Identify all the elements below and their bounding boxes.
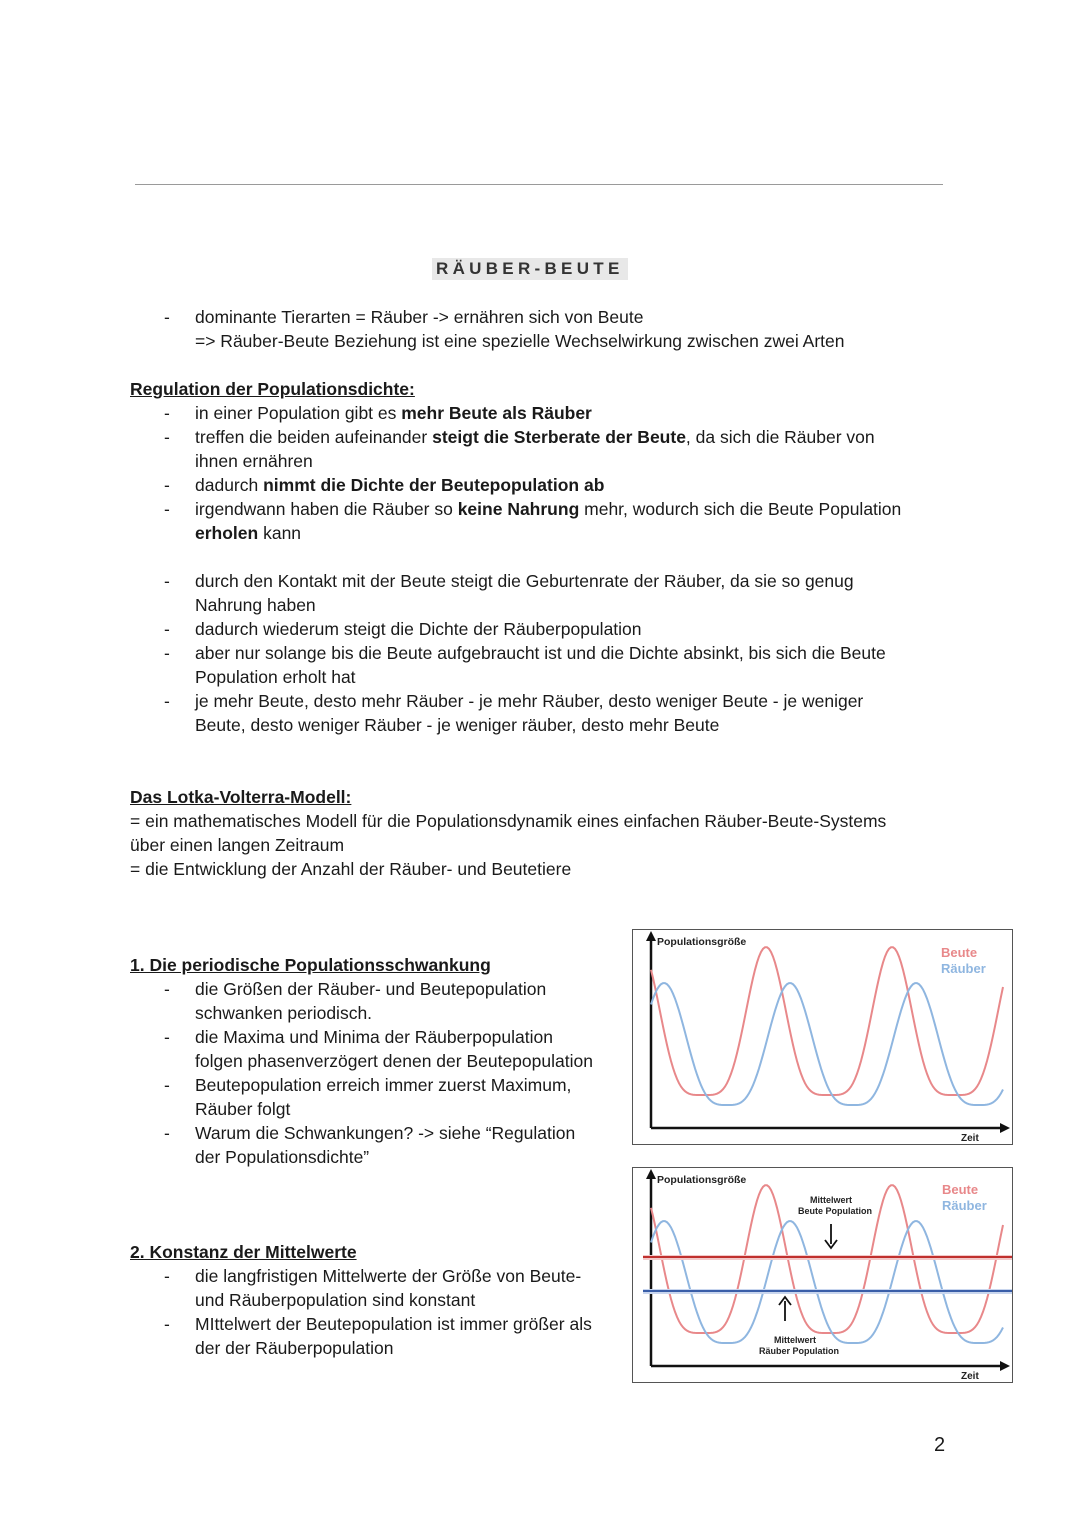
section-heading: Das Lotka-Volterra-Modell: <box>130 787 352 807</box>
raeuber-curve <box>651 1221 1003 1343</box>
regulation-section <box>130 377 990 737</box>
list-item: - aber nur solange bis die Beute aufgebraucht ist und die Dichte absinkt, bis sich die Beute Population erholt hat <box>130 641 990 689</box>
header-divider <box>135 184 943 185</box>
legend-raeuber: Räuber <box>941 961 986 976</box>
page-title: RÄUBER-BEUTE <box>432 258 628 280</box>
raeuber-curve <box>651 983 1003 1105</box>
x-axis-label: Zeit <box>961 1133 979 1144</box>
paragraph-line: über einen langen Zeitraum <box>130 835 345 855</box>
list-item: - Beutepopulation erreich immer zuerst Maximum, Räuber folgt <box>130 1073 620 1121</box>
list-item: - die Größen der Räuber- und Beutepopulation schwanken periodisch. <box>130 977 620 1025</box>
list-item: - MIttelwert der Beutepopulation ist immer größer als der der Räuberpopulation <box>130 1312 620 1360</box>
population-chart-mean-values <box>632 1167 1013 1383</box>
legend-beute: Beute <box>942 1182 979 1197</box>
list-item: - je mehr Beute, desto mehr Räuber - je mehr Räuber, desto weniger Beute - je weniger Beute, desto weniger Räuber - je weniger räuber, desto mehr Beute <box>130 689 990 737</box>
paragraph-line: = die Entwicklung der Anzahl der Räuber- und Beutetiere <box>130 859 572 879</box>
legend-raeuber: Räuber <box>942 1198 987 1213</box>
list-item <box>130 305 844 329</box>
list-item: - irgendwann haben die Räuber so keine Nahrung mehr, wodurch sich die Beute Population erholen kann <box>130 497 990 545</box>
chart-svg <box>633 1168 1012 1382</box>
page-number: 2 <box>934 1434 946 1456</box>
mean-beute-label: Mittelwert <box>809 1195 853 1205</box>
paragraph-line: = ein mathematisches Modell für die Populationsdynamik eines einfachen Räuber-Beute-Systems <box>130 811 887 831</box>
chart-svg <box>633 930 1012 1144</box>
section-heading: 1. Die periodische Populationsschwankung <box>130 955 491 975</box>
periodic-section <box>130 953 620 1169</box>
x-axis-label: Zeit <box>961 1371 979 1382</box>
list-item: - die Maxima und Minima der Räuberpopulation folgen phasenverzögert denen der Beutepopulation <box>130 1025 620 1073</box>
mean-raeuber-label: Mittelwert <box>773 1335 817 1345</box>
mean-raeuber-label: Räuber Population <box>758 1346 840 1356</box>
list-item: - dadurch wiederum steigt die Dichte der Räuberpopulation <box>130 617 990 641</box>
list-item: - treffen die beiden aufeinander steigt die Sterberate der Beute, da sich die Räuber von ihnen ernähren <box>130 425 990 473</box>
list-item: - durch den Kontakt mit der Beute steigt die Geburtenrate der Räuber, da sie so genug Nahrung haben <box>130 569 990 617</box>
legend-beute: Beute <box>941 945 978 960</box>
section-heading: Regulation der Populationsdichte: <box>130 379 415 399</box>
list-item: - in einer Population gibt es mehr Beute als Räuber <box>130 401 990 425</box>
mean-beute-label: Beute Population <box>798 1206 872 1216</box>
intro-block <box>130 305 844 353</box>
population-chart-oscillation <box>632 929 1013 1145</box>
y-axis-label: Populationsgröße <box>657 1174 747 1186</box>
list-item: - Warum die Schwankungen? -> siehe “Regulation der Populationsdichte” <box>130 1121 620 1169</box>
list-item: - die langfristigen Mittelwerte der Größe von Beute- und Räuberpopulation sind konstant <box>130 1264 620 1312</box>
section-heading: 2. Konstanz der Mittelwerte <box>130 1242 357 1262</box>
intro-line: => Räuber-Beute Beziehung ist eine spezielle Wechselwirkung zwischen zwei Arten <box>195 331 845 351</box>
y-axis-label: Populationsgröße <box>657 936 747 948</box>
intro-line: dominante Tierarten = Räuber -> ernähren sich von Beute <box>195 307 644 327</box>
konstanz-section <box>130 1240 620 1360</box>
list-item: - dadurch nimmt die Dichte der Beutepopulation ab <box>130 473 990 497</box>
lotka-volterra-section <box>130 785 1010 881</box>
